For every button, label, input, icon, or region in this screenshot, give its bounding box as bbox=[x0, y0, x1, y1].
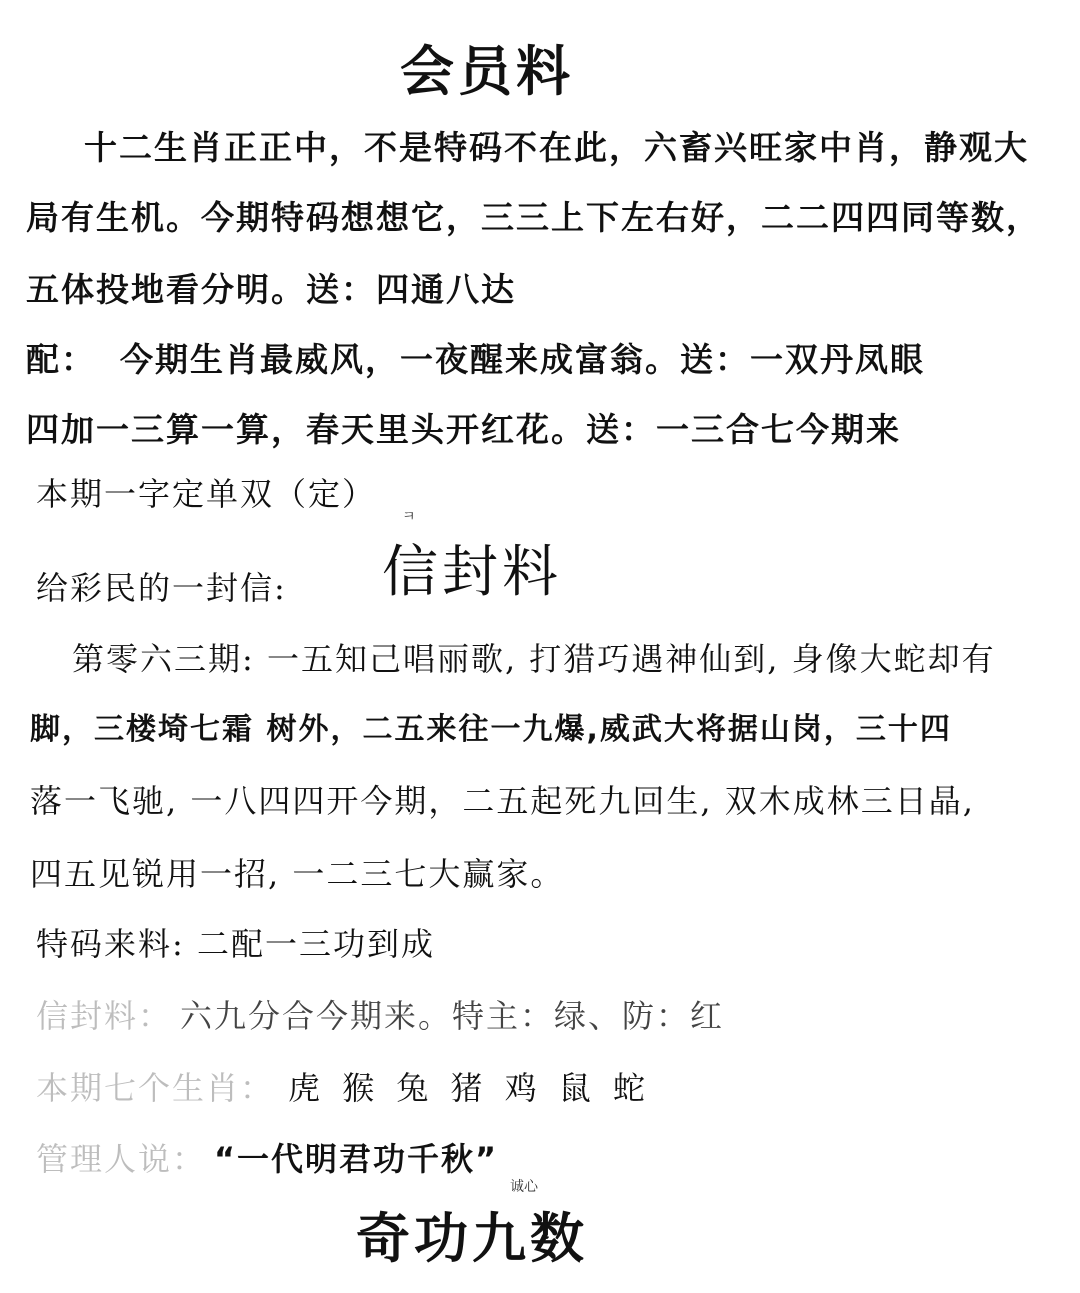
paragraph-line-3: 落一飞驰, 一八四四开今期，二五起死九回生, 双木成林三日晶, bbox=[30, 782, 975, 820]
pei-text: 今期生肖最威风，一夜醒来成富翁。送：一双丹凤眼 bbox=[120, 340, 925, 379]
zodiac-label: 本期七个生肖： bbox=[36, 1069, 275, 1107]
paragraph-line-1: 第零六三期: 一五知己唱丽歌, 打猎巧遇神仙到, 身像大蛇却有 bbox=[72, 640, 996, 678]
saying-label: 管理人说： bbox=[36, 1140, 207, 1178]
title-xinfengliao: 信封料 bbox=[382, 540, 562, 605]
tema-laoliao-line: 特码来料: 二配一三功到成 bbox=[36, 925, 435, 963]
poem-line-3: 五体投地看分明。送：四通八达 bbox=[26, 270, 516, 309]
saying-text: “一代明君功千秋” bbox=[214, 1140, 499, 1178]
title-qigongjiushu: 奇功九数 bbox=[356, 1207, 588, 1270]
chengxin-mark: 诚心 bbox=[510, 1179, 538, 1195]
letter-label: 给彩民的一封信: bbox=[36, 569, 287, 607]
saying-line bbox=[36, 1140, 499, 1178]
paragraph-line-4: 四五见锐用一招, 一二三七大赢家。 bbox=[30, 855, 565, 893]
zodiac-text: 虎 猴 兔 猪 鸡 鼠 蛇 bbox=[288, 1069, 652, 1107]
poem-line-2: 局有生机。今期特码想想它，三三上下左右好，二二四四同等数， bbox=[26, 198, 1041, 237]
poem-line-1: 十二生肖正正中，不是特码不在此，六畜兴旺家中肖，静观大 bbox=[84, 128, 1029, 167]
pei-label: 配： bbox=[26, 340, 96, 379]
title-huiyuanliao: 会员料 bbox=[400, 40, 574, 103]
paragraph-line-2: 脚，三楼埼七霜 树外，二五来往一九爆,威武大将据山岗，三十四 bbox=[30, 712, 952, 747]
pei-line bbox=[26, 340, 925, 379]
xinfeng-label: 信封料： bbox=[36, 997, 173, 1035]
line-suan: 四加一三算一算，春天里头开红花。送：一三合七今期来 bbox=[26, 410, 901, 449]
stray-mark: ㅋ bbox=[402, 509, 416, 525]
zodiac-line bbox=[36, 1069, 652, 1107]
xinfeng-text: 六九分合今期来。特主：绿、防：红 bbox=[180, 997, 725, 1035]
line-danshuang: 本期一字定单双（定） bbox=[36, 475, 377, 513]
xinfeng-line bbox=[36, 997, 725, 1035]
